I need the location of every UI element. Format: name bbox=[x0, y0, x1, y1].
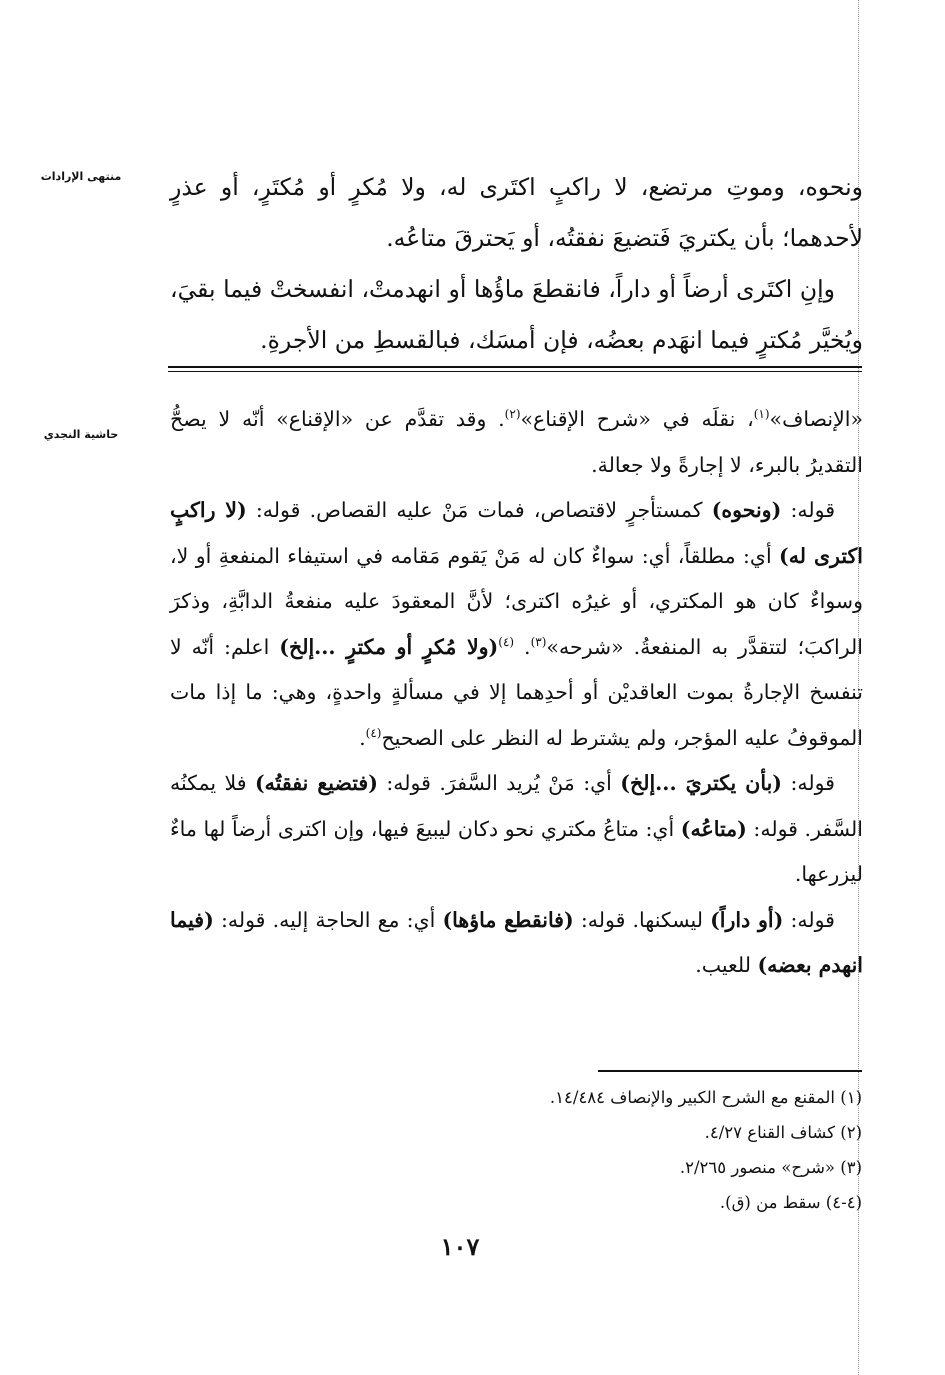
commentary-paragraph bbox=[170, 397, 863, 488]
text-run: أي: مع الحاجة إليه. قوله: bbox=[213, 907, 443, 932]
section-divider bbox=[168, 366, 862, 372]
main-text bbox=[170, 162, 863, 366]
commentary-paragraph bbox=[170, 488, 863, 761]
running-head-label: منتهى الإرادات bbox=[40, 170, 122, 183]
commentary-label: حاشية النجدي bbox=[43, 428, 119, 441]
text-run: قوله: bbox=[782, 771, 835, 795]
text-run: ، نقلَه في «شرح الإقناع» bbox=[520, 407, 754, 431]
text-run: قوله: bbox=[783, 907, 835, 932]
text-run: للعيب. bbox=[695, 953, 758, 977]
quoted-term: (أو داراً) bbox=[710, 907, 784, 932]
footnote-ref[interactable]: (٢) bbox=[504, 407, 521, 422]
commentary-text bbox=[170, 397, 863, 989]
footnote-ref[interactable]: (٤) bbox=[498, 634, 515, 649]
text-run: . وقد تقدَّم عن «الإقناع» أنّه لا يصحُّ التقديرُ بالبرء، لا إجارةً ولا جعالة. bbox=[170, 407, 863, 477]
quoted-term: (ونحوه) bbox=[711, 498, 782, 522]
text-run: أي: مطلقاً، أي: سواءٌ كان له مَنْ يَقوم مَقامه في استيفاء المنفعةِ أو لا، وسواءٌ كان هو المكتري، أو غيرُه اكترى؛ لأنَّ المعقودَ عليه منفعةُ الدابَّةِ، وذكرَ الراكبَ؛ لتتقدَّر به المنفعةُ. «شرحه» bbox=[170, 543, 863, 659]
page-number: ١٠٧ bbox=[440, 1232, 480, 1261]
quoted-term: (بأن يكتريَ ...إلخ) bbox=[620, 771, 782, 795]
footnote-ref[interactable]: (١) bbox=[753, 407, 770, 422]
footnote-divider bbox=[598, 1070, 862, 1072]
text-run: فلا يمكنُه السَّفر. قوله: bbox=[170, 771, 863, 841]
text-run: ليسكنها. قوله: bbox=[573, 907, 711, 932]
text-run: اعلم: أنّه لا تنفسخ الإجارةُ بموت العاقديْن أو أحدِهما إلا في مسألةٍ واحدةٍ، وهي: ما إذا مات الموقوفُ عليه المؤجر، ولم يشترط له النظر على الصحيح bbox=[170, 634, 863, 750]
main-paragraph: وإنِ اكتَرى أرضاً أو داراً، فانقطعَ ماؤُها أو انهدمتْ، انفسختْ فيما بقيَ، ويُخيَّر مُكترٍ فيما انهَدم بعضُه، فإن أمسَك، فبالقسطِ من الأجرةِ. bbox=[170, 275, 863, 354]
footnotes bbox=[300, 1080, 862, 1220]
main-paragraph: ونحوه، وموتِ مرتضع، لا راكبٍ اكتَرى له، ولا مُكرٍ أو مُكتَرٍ، أو عذرٍ لأحدهما؛ بأن يكتريَ فَتضيعَ نفقتُه، أو يَحترقَ متاعُه. bbox=[170, 173, 863, 252]
footnote-ref[interactable]: (٤) bbox=[365, 725, 382, 740]
footnote: (٤-٤) سقط من (ق). bbox=[719, 1193, 862, 1212]
commentary-paragraph bbox=[170, 898, 863, 989]
text-run: أي: متاعُ مكتري نحو دكان ليبيعَ فيها، وإن اكترى أرضاً لها ماءٌ ليزرعها. bbox=[170, 816, 863, 886]
quoted-term: (متاعُه) bbox=[680, 816, 747, 841]
text-run: قوله: bbox=[781, 498, 835, 522]
text-run: كمستأجرٍ لاقتصاص، فمات مَنْ عليه القصاص. قوله: bbox=[246, 498, 712, 522]
footnote: (٢) كشاف القناع ٤/٢٧. bbox=[704, 1123, 862, 1142]
text-run: أي: مَنْ يُريد السَّفرَ. قوله: bbox=[377, 771, 621, 795]
quoted-term: (لا راكبٍ اكترى له) bbox=[170, 498, 863, 568]
footnote: (١) المقنع مع الشرح الكبير والإنصاف ١٤/٤٨٤. bbox=[549, 1088, 862, 1107]
footnote-ref[interactable]: (٣) bbox=[530, 634, 547, 649]
quoted-term: (فتضيع نفقتُه) bbox=[254, 771, 378, 795]
footnote: (٣) «شرح» منصور ٢/٢٦٥. bbox=[679, 1158, 862, 1177]
quoted-term: (فيما انهدم بعضه) bbox=[170, 907, 863, 977]
quoted-term: (ولا مُكرٍ أو مكترٍ ...إلخ) bbox=[279, 634, 499, 659]
text-run: «الإنصاف» bbox=[769, 407, 863, 431]
text-run: . bbox=[359, 725, 366, 750]
quoted-term: (فانقطع ماؤها) bbox=[442, 907, 574, 932]
commentary-paragraph bbox=[170, 761, 863, 898]
text-run: . bbox=[514, 634, 531, 659]
